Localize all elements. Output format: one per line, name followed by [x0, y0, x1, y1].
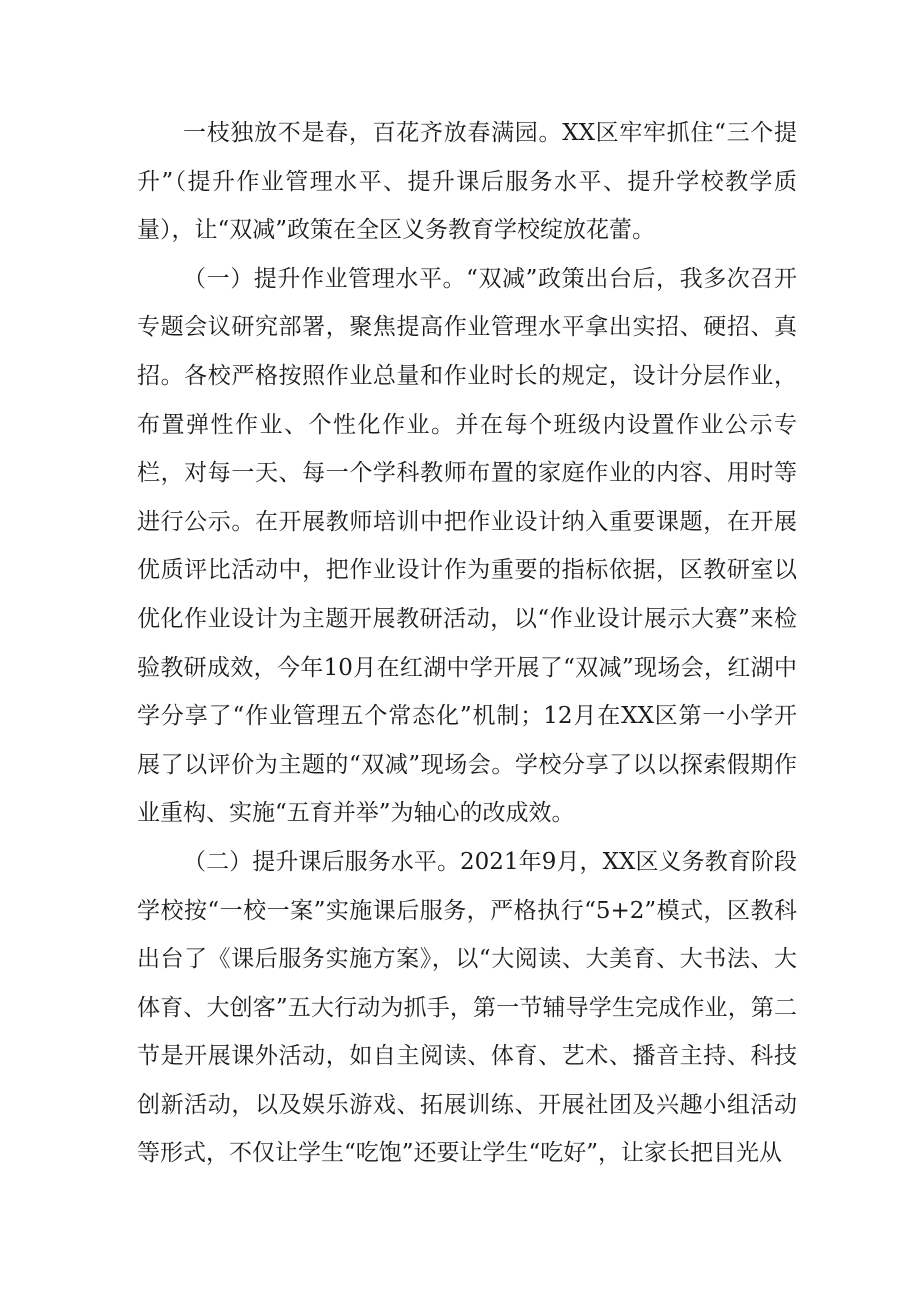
paragraph-homework-management: （一）提升作业管理水平。“双减”政策出台后，我多次召开专题会议研究部署，聚焦提高作业管理水平拿出实招、硬招、真招。各校严格按照作业总量和作业时长的规定，设计分层作业，布置弹性作业、个性化作业。并在每个班级内设置作业公示专栏，对每一天、每一个学科教师布置的家庭作业的内容、用时等进行公示。在开展教师培训中把作业设计纳入重要课题，在开展优质评比活动中，把作业设计作为重要的指标依据，区教研室以优化作业设计为主题开展教研活动，以“作业设计展示大赛”来检验教研成效，今年10月在红湖中学开展了“双减”现场会，红湖中学分享了“作业管理五个常态化”机制；12月在XX区第一小学开展了以评价为主题的“双减”现场会。学校分享了以以探索假期作业重构、实施“五育并举”为轴心的改成效。 [137, 265, 797, 827]
paragraph-after-school-service: （二）提升课后服务水平。2021年9月，XX区义务教育阶段学校按“一校一案”实施课后服务，严格执行“5+2”模式，区教科出台了《课后服务实施方案》，以“大阅读、大美育、大书法、大体育、大创客”五大行动为抓手，第一节辅导学生完成作业，第二节是开展课外活动，如自主阅读、体育、艺术、播音主持、科技创新活动，以及娱乐游戏、拓展训练、开展社团及兴趣小组活动等形式，不仅让学生“吃饱”还要让学生“吃好”，让家长把目光从 [137, 848, 797, 1167]
document-body [137, 109, 797, 1178]
paragraph-intro: 一枝独放不是春，百花齐放春满园。XX区牢牢抓住“三个提升”（提升作业管理水平、提升课后服务水平、提升学校教学质量），让“双减”政策在全区义务教育学校绽放花蕾。 [137, 120, 797, 244]
